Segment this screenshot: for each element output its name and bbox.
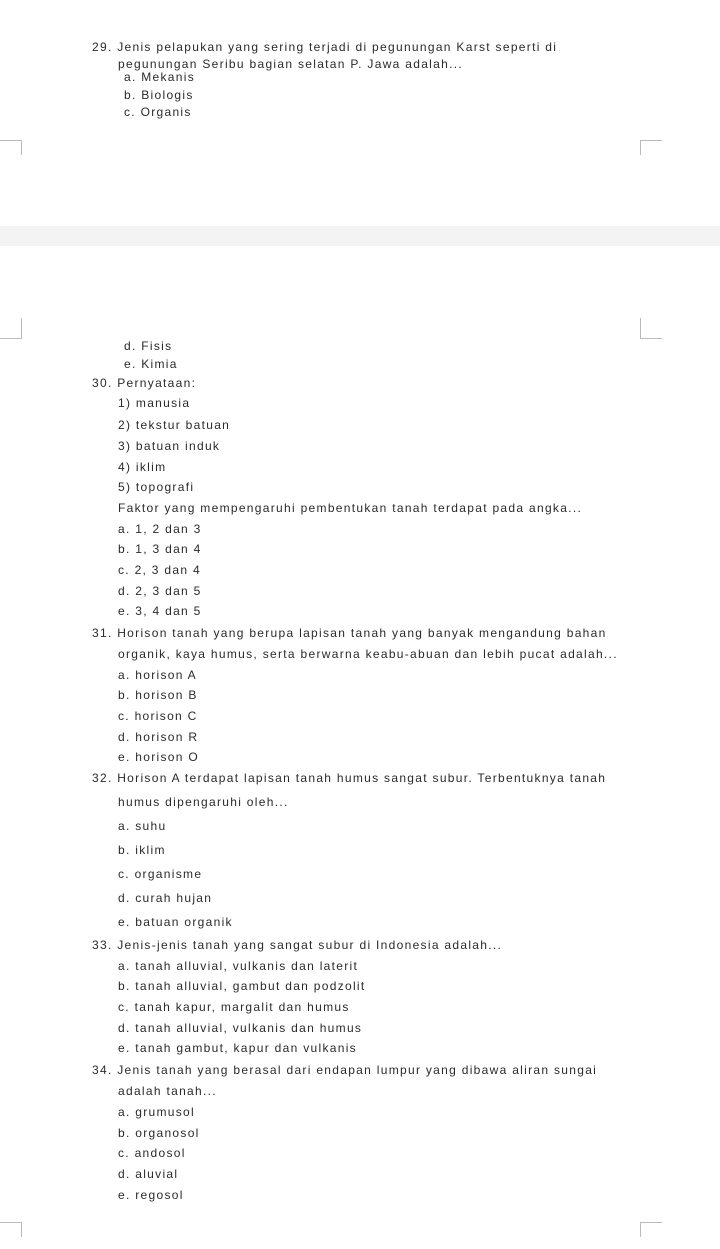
- question-34-option-e: e. regosol: [118, 1188, 184, 1202]
- question-31-option-a: a. horison A: [118, 668, 197, 682]
- question-29-option-d: d. Fisis: [124, 339, 173, 353]
- question-33-option-b: b. tanah alluvial, gambut dan podzolit: [118, 979, 366, 993]
- question-30-prompt: Faktor yang mempengaruhi pembentukan tanah terdapat pada angka...: [118, 501, 583, 515]
- question-32-option-b: b. iklim: [118, 843, 166, 857]
- question-29-option-e: e. Kimia: [124, 357, 178, 371]
- crop-mark: [640, 318, 662, 339]
- statement-1: 1) manusia: [118, 396, 191, 410]
- question-34-option-a: a. grumusol: [118, 1105, 195, 1119]
- question-34-option-c: c. andosol: [118, 1146, 186, 1160]
- crop-mark: [640, 140, 662, 155]
- question-29-text: 29. Jenis pelapukan yang sering terjadi di pegunungan Karst seperti di: [92, 40, 558, 54]
- question-34-option-d: d. aluvial: [118, 1167, 179, 1181]
- question-33-option-a: a. tanah alluvial, vulkanis dan laterit: [118, 959, 359, 973]
- question-29-option-b: b. Biologis: [124, 88, 194, 102]
- question-34-option-b: b. organosol: [118, 1126, 200, 1140]
- question-31-option-b: b. horison B: [118, 688, 198, 702]
- question-31-option-e: e. horison O: [118, 750, 199, 764]
- question-30-option-a: a. 1, 2 dan 3: [118, 522, 202, 536]
- crop-mark: [0, 140, 22, 155]
- question-33-option-e: e. tanah gambut, kapur dan vulkanis: [118, 1041, 357, 1055]
- question-31-text: 31. Horison tanah yang berupa lapisan tanah yang banyak mengandung bahan: [92, 626, 607, 640]
- question-33-text: 33. Jenis-jenis tanah yang sangat subur di Indonesia adalah...: [92, 938, 503, 952]
- crop-mark: [0, 318, 22, 339]
- statement-3: 3) batuan induk: [118, 439, 221, 453]
- question-32-text-cont: humus dipengaruhi oleh...: [118, 795, 289, 809]
- question-29-option-c: c. Organis: [124, 105, 192, 119]
- question-31-option-c: c. horison C: [118, 709, 198, 723]
- question-31-option-d: d. horison R: [118, 730, 199, 744]
- question-30-option-d: d. 2, 3 dan 5: [118, 584, 202, 598]
- question-34-text: 34. Jenis tanah yang berasal dari endapan lumpur yang dibawa aliran sungai: [92, 1063, 598, 1077]
- statement-4: 4) iklim: [118, 460, 167, 474]
- question-33-option-d: d. tanah alluvial, vulkanis dan humus: [118, 1021, 363, 1035]
- question-32-option-c: c. organisme: [118, 867, 203, 881]
- question-33-option-c: c. tanah kapur, margalit dan humus: [118, 1000, 350, 1014]
- page-gap: [0, 226, 720, 246]
- question-29-option-a: a. Mekanis: [124, 70, 196, 84]
- question-31-text-cont: organik, kaya humus, serta berwarna keabu-abuan dan lebih pucat adalah...: [118, 647, 618, 661]
- question-29-text-cont: pegunungan Seribu bagian selatan P. Jawa adalah...: [118, 57, 464, 71]
- question-32-option-a: a. suhu: [118, 819, 167, 833]
- statement-5: 5) topografi: [118, 480, 195, 494]
- question-32-option-d: d. curah hujan: [118, 891, 213, 905]
- crop-mark: [640, 1222, 662, 1237]
- question-30-option-c: c. 2, 3 dan 4: [118, 563, 201, 577]
- question-30-option-b: b. 1, 3 dan 4: [118, 542, 202, 556]
- question-32-option-e: e. batuan organik: [118, 915, 233, 929]
- question-34-text-cont: adalah tanah...: [118, 1084, 217, 1098]
- question-30-text: 30. Pernyataan:: [92, 376, 197, 390]
- question-30-option-e: e. 3, 4 dan 5: [118, 604, 202, 618]
- question-32-text: 32. Horison A terdapat lapisan tanah humus sangat subur. Terbentuknya tanah: [92, 771, 607, 785]
- crop-mark: [0, 1222, 22, 1237]
- statement-2: 2) tekstur batuan: [118, 418, 231, 432]
